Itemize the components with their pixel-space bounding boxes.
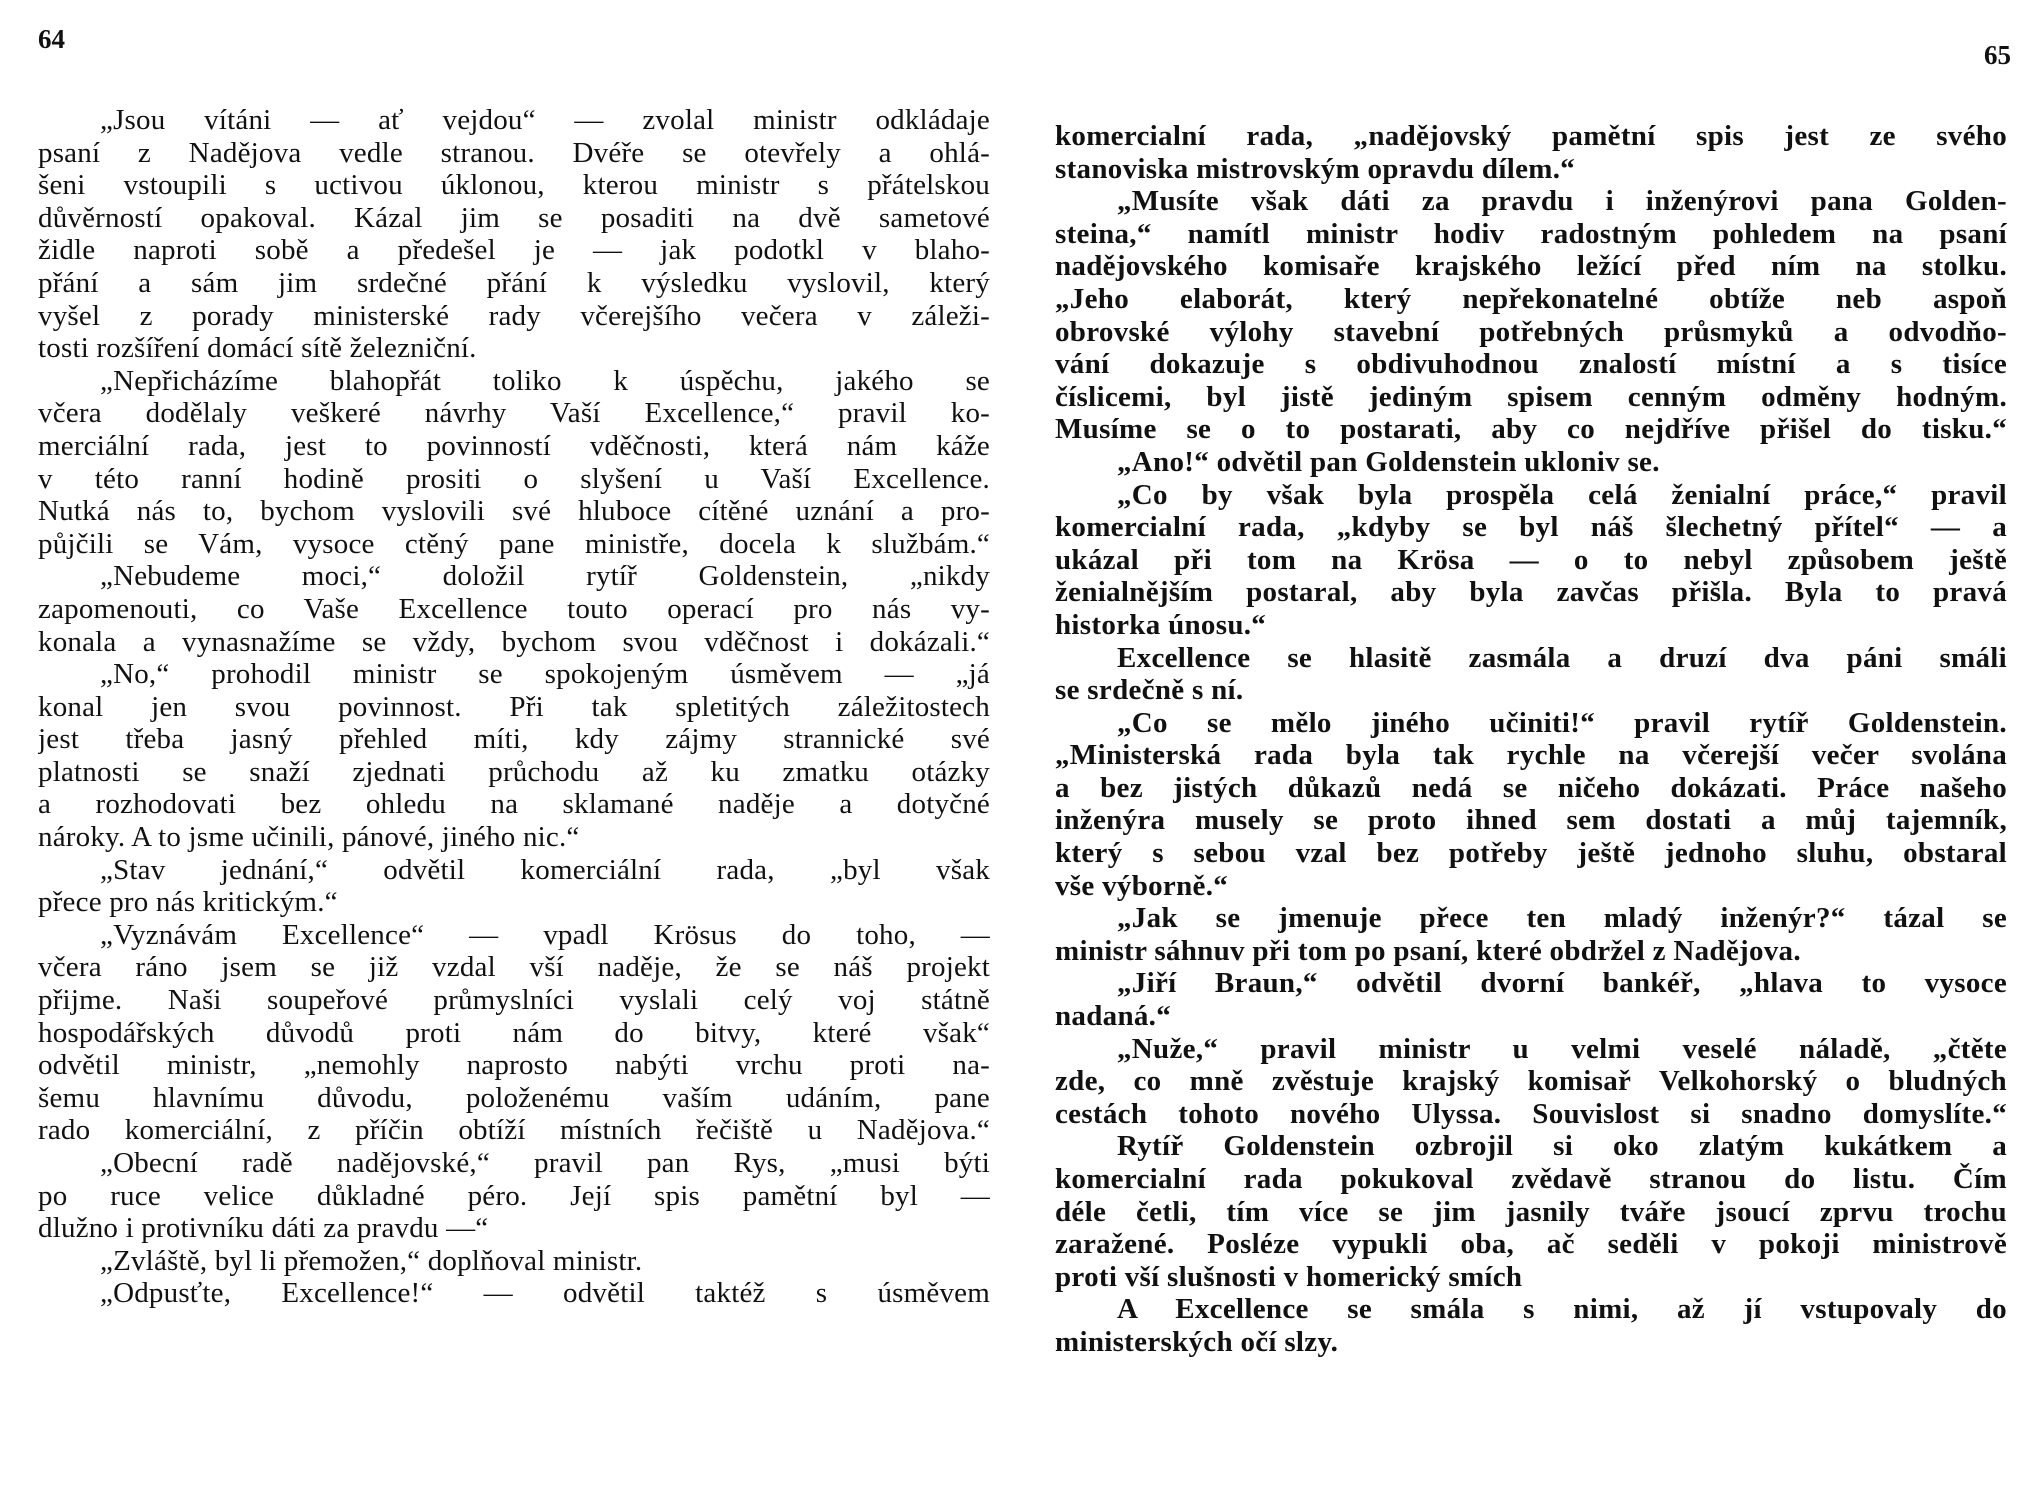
- text-line: vyšel z porady ministerské rady včerejšího večera v záleži-: [38, 299, 990, 332]
- text-line: důvěrností opakoval. Kázal jim se posaditi na dvě sametové: [38, 201, 990, 234]
- text-line: obrovské výlohy stavební potřebných průsmyků a odvodňo-: [1055, 315, 2007, 348]
- text-line: stanoviska mistrovským opravdu dílem.“: [1055, 152, 1576, 185]
- text-line: rado komerciální, z příčin obtíží místních řečiště u Nadějova.“: [38, 1114, 990, 1147]
- text-line: přijme. Naši soupeřové průmyslníci vyslali celý voj státně: [38, 984, 990, 1017]
- text-line: přece pro nás kritickým.“: [38, 886, 338, 919]
- right-page-text: [1055, 120, 2007, 1359]
- text-line: Excellence se hlasitě zasmála a druzí dva páni smáli: [1117, 641, 2007, 674]
- text-line: inženýra musely se proto ihned sem dostati a můj tajemník,: [1055, 804, 2007, 837]
- text-line: hospodářských důvodů proti nám do bitvy, které však“: [38, 1016, 990, 1049]
- text-line: psaní z Nadějova vedle stranou. Dvéře se otevřely a ohlá-: [38, 136, 990, 169]
- text-line: Nutká nás to, bychom vyslovili své hluboce cítěné uznání a pro-: [38, 495, 990, 528]
- text-line: „Jeho elaborát, který nepřekonatelné obtíže neb aspoň: [1055, 282, 2007, 315]
- text-line: komercialní rada pokukoval zvědavě stranou do listu. Čím: [1055, 1163, 2007, 1195]
- text-line: platnosti se snaží zjednati průchodu až ku zmatku otázky: [38, 755, 990, 788]
- text-line: půjčili se Vám, vysoce ctěný pane ministře, docela k službám.“: [38, 527, 990, 560]
- text-line: cestách tohoto nového Ulyssa. Souvislost si snadno domyslíte.“: [1055, 1097, 2007, 1130]
- text-line: zapomenouti, co Vaše Excellence touto operací pro nás vy-: [38, 592, 990, 625]
- text-line: v této ranní hodině prositi o slyšení u Vaší Excellence.: [38, 462, 990, 495]
- text-line: tosti rozšíření domácí sítě železniční.: [38, 332, 477, 365]
- text-line: konal jen svou povinnost. Při tak spletitých záležitostech: [38, 690, 990, 723]
- text-line: „Odpusťte, Excellence!“ — odvětil taktéž s úsměvem: [100, 1277, 990, 1310]
- text-line: zaražené. Posléze vypukli oba, ač seděli v pokoji ministrově: [1055, 1228, 2007, 1261]
- text-line: ukázal při tom na Krösa — o to nebyl způsobem ještě: [1055, 543, 2007, 576]
- page-number-right: 65: [1984, 40, 2011, 70]
- text-line: „Jsou vítáni — ať vejdou“ — zvolal ministr odkládaje: [100, 104, 990, 136]
- text-line: steina,“ namítl ministr hodiv radostným pohledem na psaní: [1055, 217, 2007, 250]
- text-line: „Ano!“ odvětil pan Goldenstein ukloniv se.: [1117, 445, 1660, 478]
- text-line: „Nuže,“ pravil ministr u velmi veselé náladě, „čtěte: [1117, 1032, 2007, 1065]
- text-line: A Excellence se smála s nimi, až jí vstupovaly do: [1117, 1293, 2007, 1326]
- text-line: židle naproti sobě a předešel je — jak podotkl v blaho-: [38, 234, 990, 267]
- text-line: nadějovského komisaře krajského ležící před ním na stolku.: [1055, 250, 2007, 283]
- text-line: Musíme se o to postarati, aby co nejdříve přišel do tisku.“: [1055, 413, 2007, 446]
- text-line: ministr sáhnuv při tom po psaní, které obdržel z Nadějova.: [1055, 934, 1801, 967]
- text-line: déle četli, tím více se jim jasnily tváře jsoucí zprvu trochu: [1055, 1195, 2007, 1228]
- text-line: a bez jistých důkazů nedá se ničeho dokázati. Práce našeho: [1055, 771, 2007, 804]
- text-line: ministerských očí slzy.: [1055, 1325, 1339, 1358]
- text-line: „Vyznávám Excellence“ — vpadl Krösus do toho, —: [100, 918, 990, 951]
- text-line: vání dokazuje s obdivuhodnou znalostí místní a s tisíce: [1055, 348, 2007, 381]
- text-line: odvětil ministr, „nemohly naprosto nabýti vrchu proti na-: [38, 1049, 990, 1082]
- text-line: ženialnějším postaral, aby byla zavčas přišla. Byla to pravá: [1055, 576, 2007, 609]
- text-line: včera dodělaly veškeré návrhy Vaší Excellence,“ pravil ko-: [38, 397, 990, 430]
- text-line: „Nebudeme moci,“ doložil rytíř Goldenstein, „nikdy: [100, 560, 990, 593]
- text-line: komercialní rada, „kdyby se byl náš šlechetný přítel“ — a: [1055, 511, 2007, 544]
- text-line: přání a sám jim srdečné přání k výsledku vyslovil, který: [38, 266, 990, 299]
- text-line: dlužno i protivníku dáti za pravdu —“: [38, 1212, 489, 1245]
- text-line: který s sebou vzal bez potřeby ještě jednoho sluhu, obstaral: [1055, 837, 2007, 870]
- text-line: „Co by však byla prospěla celá ženialní práce,“ pravil: [1117, 478, 2007, 511]
- text-line: po ruce velice důkladné péro. Její spis pamětní byl —: [38, 1179, 990, 1212]
- text-line: zde, co mně zvěstuje krajský komisař Velkohorský o bludných: [1055, 1065, 2007, 1098]
- text-line: šeni vstoupili s uctivou úklonou, kterou ministr s přátelskou: [38, 169, 990, 202]
- text-line: „Zvláště, byl li přemožen,“ doplňoval ministr.: [100, 1244, 643, 1277]
- text-line: „Co se mělo jiného učiniti!“ pravil rytíř Goldenstein.: [1117, 706, 2007, 739]
- text-line: proti vší slušnosti v homerický smích: [1055, 1260, 1523, 1293]
- page-number-left: 64: [38, 24, 65, 54]
- text-line: „Stav jednání,“ odvětil komerciální rada, „byl však: [100, 853, 990, 886]
- text-line: vše výborně.“: [1055, 869, 1229, 902]
- text-line: šemu hlavnímu důvodu, položenému vaším udáním, pane: [38, 1081, 990, 1114]
- text-line: Rytíř Goldenstein ozbrojil si oko zlatým kukátkem a: [1117, 1130, 2007, 1163]
- text-line: nadaná.“: [1055, 1000, 1172, 1033]
- text-line: „No,“ prohodil ministr se spokojeným úsměvem — „já: [100, 658, 990, 691]
- left-page-text: [38, 104, 990, 1310]
- text-line: historka únosu.“: [1055, 608, 1267, 641]
- text-line: číslicemi, byl jistě jediným spisem cenným odměny hodným.: [1055, 380, 2007, 413]
- text-line: nároky. A to jsme učinili, pánové, jiného nic.“: [38, 821, 580, 854]
- text-line: „Obecní radě nadějovské,“ pravil pan Rys, „musi býti: [100, 1147, 990, 1179]
- text-line: „Musíte však dáti za pravdu i inženýrovi pana Golden-: [1117, 185, 2007, 218]
- text-line: a rozhodovati bez ohledu na sklamané naděje a dotyčné: [38, 788, 990, 821]
- text-line: „Jiří Braun,“ odvětil dvorní bankéř, „hlava to vysoce: [1117, 967, 2007, 1000]
- text-line: jest třeba jasný přehled míti, kdy zájmy strannické své: [38, 723, 990, 756]
- text-line: konala a vynasnažíme se vždy, bychom svou vděčnost i dokázali.“: [38, 625, 990, 658]
- text-line: komercialní rada, „nadějovský pamětní spis jest ze svého: [1055, 120, 2007, 152]
- text-line: „Jak se jmenuje přece ten mladý inženýr?“ tázal se: [1117, 902, 2007, 935]
- text-line: „Nepřicházíme blahopřát toliko k úspěchu, jakého se: [100, 364, 990, 397]
- text-line: včera ráno jsem se již vzdal vší naděje, že se náš projekt: [38, 951, 990, 984]
- text-line: merciální rada, jest to povinností vděčnosti, která nám káže: [38, 429, 990, 462]
- text-line: se srdečně s ní.: [1055, 674, 1244, 707]
- text-line: „Ministerská rada byla tak rychle na včerejší večer svolána: [1055, 739, 2007, 772]
